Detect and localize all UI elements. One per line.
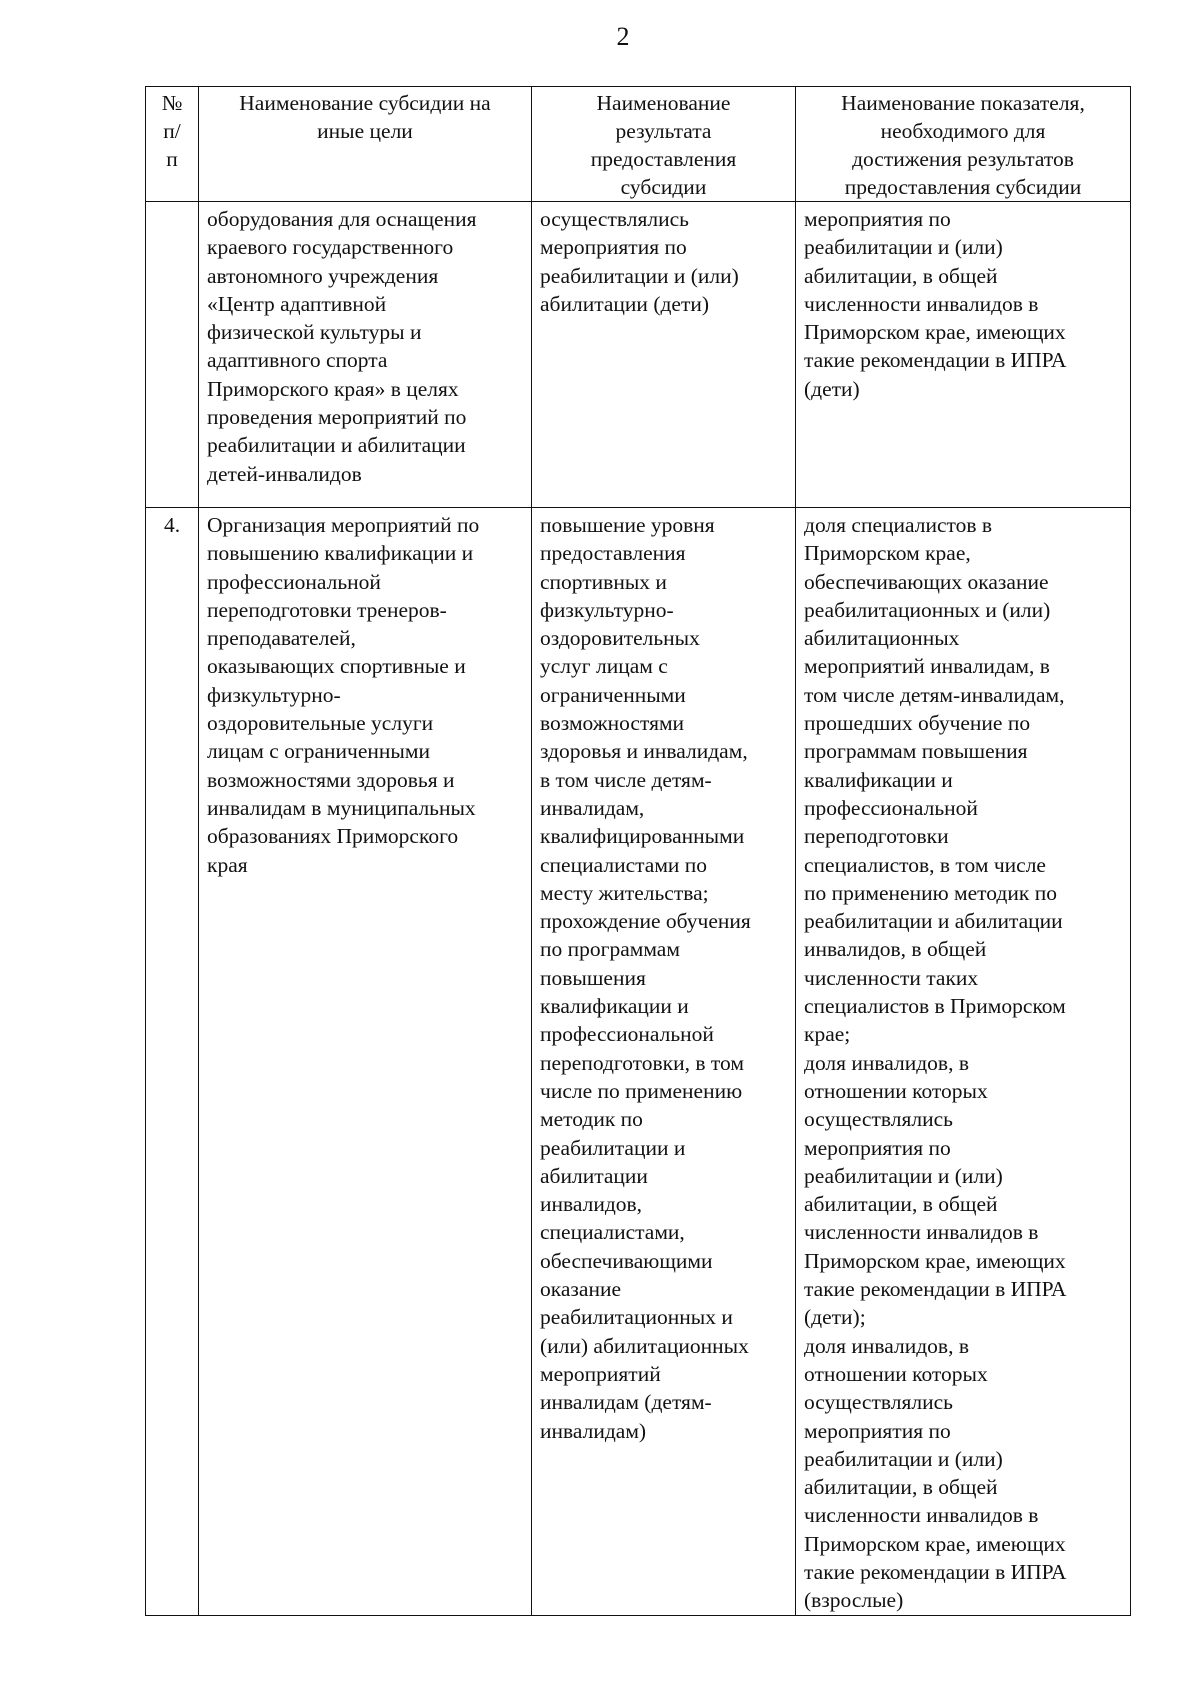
subsidy-name-cell: оборудования для оснащения краевого государственного автономного учреждения «Центр адаптивной физической культуры и адаптивного спорта Приморского края» в целях проведения мероприятий по реабилитации и абилитации детей-инвалидов: [199, 202, 532, 508]
header-result-name: Наименование результата предоставления субсидии: [532, 87, 796, 202]
result-cell: осуществлялись мероприятия по реабилитации и (или) абилитации (дети): [532, 202, 796, 508]
subsidy-table: [145, 86, 1131, 1616]
header-indicator-name: Наименование показателя, необходимого для достижения результатов предоставления субсидии: [796, 87, 1131, 202]
header-subsidy-name: Наименование субсидии на иные цели: [199, 87, 532, 202]
header-number: № п/ п: [146, 87, 199, 202]
indicator-cell: мероприятия по реабилитации и (или) абилитации, в общей численности инвалидов в Приморском крае, имеющих такие рекомендации в ИПРА (дети): [796, 202, 1131, 508]
row-number: 4.: [146, 508, 199, 1616]
indicator-cell: доля специалистов в Приморском крае, обеспечивающих оказание реабилитационных и (или) абилитационных мероприятий инвалидам, в том числе детям-инвалидам, прошедших обучение по программам повышения квалификации и профессиональной переподготовки специалистов, в том числе по применению методик по реабилитации и абилитации инвалидов, в общей численности таких специалистов в Приморском крае; доля инвалидов, в отношении которых осуществлялись мероприятия по реабилитации и (или) абилитации, в общей численности инвалидов в Приморском крае, имеющих такие рекомендации в ИПРА (дети); доля инвалидов, в отношении которых осуществлялись мероприятия по реабилитации и (или) абилитации, в общей численности инвалидов в Приморском крае, имеющих такие рекомендации в ИПРА (взрослые): [796, 508, 1131, 1616]
page-number: 2: [616, 22, 630, 51]
subsidy-name-cell: Организация мероприятий по повышению квалификации и профессиональной переподготовки тренеров- преподавателей, оказывающих спортивные и физкультурно- оздоровительные услуги лицам с ограниченными возможностями здоровья и инвалидам в муниципальных образованиях Приморского края: [199, 508, 532, 1616]
row-number: [146, 202, 199, 508]
table-row: [146, 508, 1131, 1616]
result-cell: повышение уровня предоставления спортивных и физкультурно- оздоровительных услуг лицам с ограниченными возможностями здоровья и инвалидам, в том числе детям- инвалидам, квалифицированными специалистами по месту жительства; прохождение обучения по программам повышения квалификации и профессиональной переподготовки, в том числе по применению методик по реабилитации и абилитации инвалидов, специалистами, обеспечивающими оказание реабилитационных и (или) абилитационных мероприятий инвалидам (детям- инвалидам): [532, 508, 796, 1616]
table-row: [146, 202, 1131, 508]
table-header-row: [146, 87, 1131, 202]
